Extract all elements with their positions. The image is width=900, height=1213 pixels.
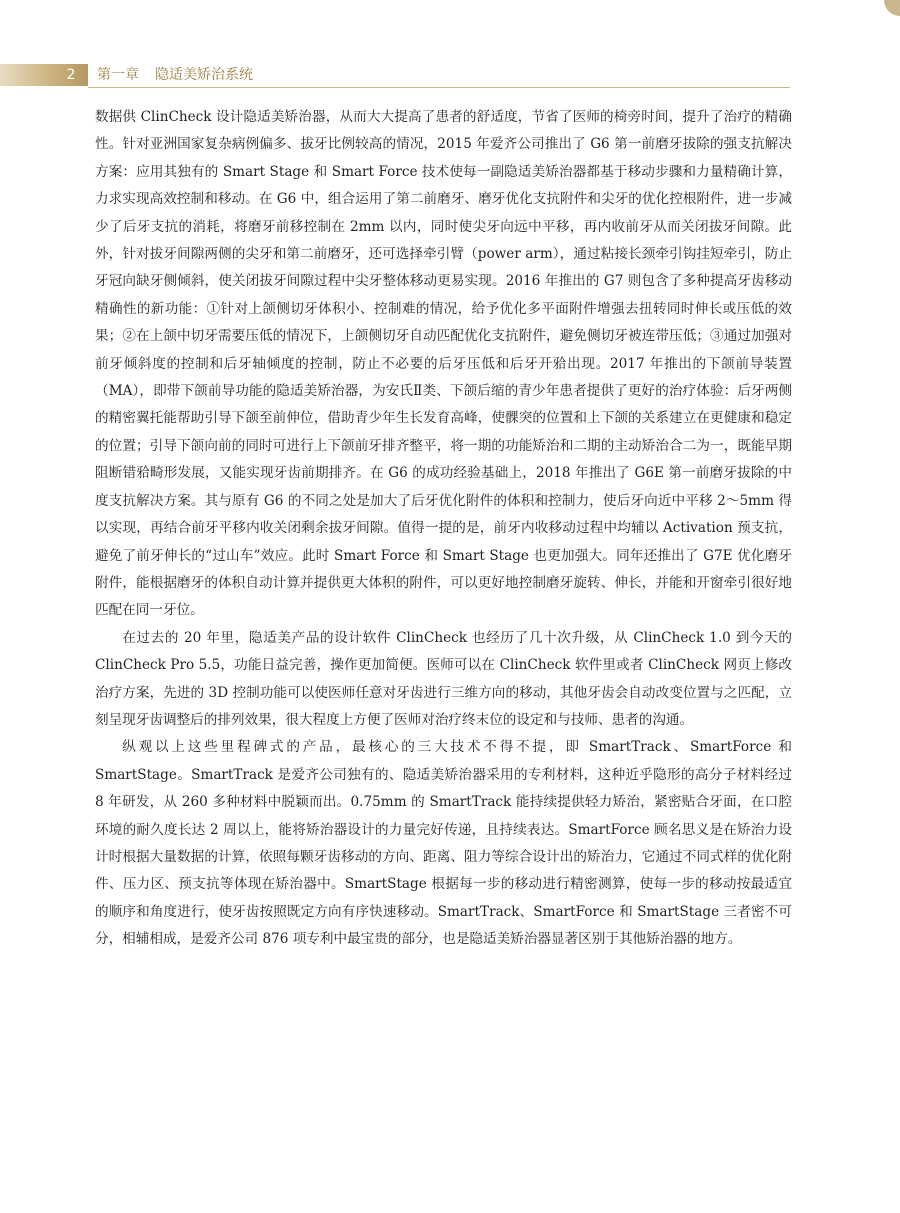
header-rule	[88, 87, 790, 88]
chapter-label: 第一章	[97, 67, 139, 83]
corner-decoration	[884, 0, 900, 16]
running-header	[0, 62, 790, 88]
paragraph: 在过去的 20 年里，隐适美产品的设计软件 ClinCheck 也经历了几十次升级，从 ClinCheck 1.0 到今天的 ClinCheck Pro 5.5，功能日益完善，操作更加简便。医师可以在 ClinCheck 软件里或者 ClinCheck 网页上修改治疗方案，先进的 3D 控制功能可以使医师任意对牙齿进行三维方向的移动，其他牙齿会自动改变位置与之匹配，立刻呈现牙齿调整后的排列效果，很大程度上方便了医师对治疗终末位的设定和与技师、患者的沟通。	[95, 629, 792, 728]
page-number: 2	[66, 67, 76, 83]
paragraph: 纵观以上这些里程碑式的产品，最核心的三大技术不得不提，即 SmartTrack、SmartForce 和 SmartStage。SmartTrack 是爱齐公司独有的、隐适美矫治器采用的专利材料，这种近乎隐形的高分子材料经过 8 年研发，从 260 多种材料中脱颖而出。0.75mm 的 SmartTrack 能持续提供轻力矫治，紧密贴合牙面，在口腔环境的耐久度长达 2 周以上，能将矫治器设计的力量完好传递，且持续表达。SmartForce 顾名思义是在矫治力设计时根据大量数据的计算，依照每颗牙齿移动的方向、距离、阻力等综合设计出的矫治力，它通过不同式样的优化附件、压力区、预支抗等体现在矫治器中。SmartStage 根据每一步的移动进行精密测算，使每一步的移动按最适宜的顺序和角度进行，使牙齿按照既定方向有序快速移动。SmartTrack、SmartForce 和 SmartStage 三者密不可分，相辅相成，是爱齐公司 876 项专利中最宝贵的部分，也是隐适美矫治器显著区别于其他矫治器的地方。	[95, 739, 792, 948]
chapter-heading	[97, 66, 253, 84]
chapter-title: 隐适美矫治系统	[155, 67, 253, 83]
body-text	[95, 104, 792, 954]
paragraph: 数据供 ClinCheck 设计隐适美矫治器，从而大大提高了患者的舒适度，节省了医师的椅旁时间，提升了治疗的精确性。针对亚洲国家复杂病例偏多、拔牙比例较高的情况，2015 年爱齐公司推出了 G6 第一前磨牙拔除的强支抗解决方案：应用其独有的 Smart Stage 和 Smart Force 技术使每一副隐适美矫治器都基于移动步骤和力量精确计算，力求实现高效控制和移动。在 G6 中，组合运用了第二前磨牙、磨牙优化支抗附件和尖牙的优化控根附件，进一步减少了后牙支抗的消耗，将磨牙前移控制在 2mm 以内，同时使尖牙向远中平移，再内收前牙从而关闭拔牙间隙。此外，针对拔牙间隙两侧的尖牙和第二前磨牙，还可选择牵引臂（power arm），通过粘接长颈牵引钩挂短牵引，防止牙冠向缺牙侧倾斜，使关闭拔牙间隙过程中尖牙整体移动更易实现。2016 年推出的 G7 则包含了多种提高牙齿移动精确性的新功能：①针对上颌侧切牙体积小、控制难的情况，给予优化多平面附件增强去扭转同时伸长或压低的效果；②在上颌中切牙需要压低的情况下，上颌侧切牙自动匹配优化支抗附件，避免侧切牙被连带压低；③通过加强对前牙倾斜度的控制和后牙轴倾度的控制，防止不必要的后牙压低和后牙开𬌗出现。2017 年推出的下颌前导装置（MA），即带下颌前导功能的隐适美矫治器，为安氏Ⅱ类、下颌后缩的青少年患者提供了更好的治疗体验：后牙两侧的精密翼托能帮助引导下颌至前伸位，借助青少年生长发育高峰，使髁突的位置和上下颌的关系建立在更健康和稳定的位置；引导下颌向前的同时可进行上下颌前牙排齐整平，将一期的功能矫治和二期的主动矫治合二为一，既能早期阻断错𬌗畸形发展，又能实现牙齿前期排齐。在 G6 的成功经验基础上，2018 年推出了 G6E 第一前磨牙拔除的中度支抗解决方案。其与原有 G6 的不同之处是加大了后牙优化附件的体积和控制力，使后牙向近中平移 2～5mm 得以实现，再结合前牙平移内收关闭剩余拔牙间隙。值得一提的是，前牙内收移动过程中均辅以 Activation 预支抗，避免了前牙伸长的“过山车”效应。此时 Smart Force 和 Smart Stage 也更加强大。同年还推出了 G7E 优化磨牙附件，能根据磨牙的体积自动计算并提供更大体积的附件，可以更好地控制磨牙旋转、伸长，并能和开窗牵引很好地匹配在同一牙位。	[95, 109, 793, 619]
